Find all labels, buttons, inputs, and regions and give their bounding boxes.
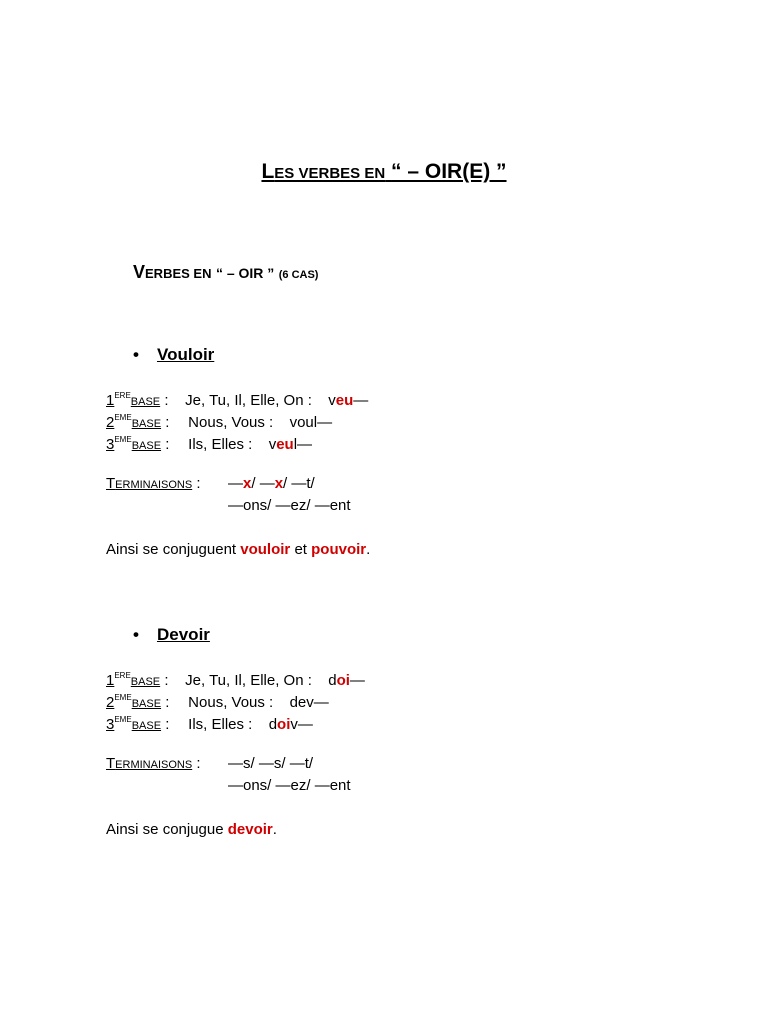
pronouns: Nous, Vous : — [188, 694, 274, 711]
verb-heading-vouloir — [133, 345, 214, 365]
title-smallcaps: ES VERBES EN — [274, 165, 386, 182]
section-smallcaps: ERBES EN — [145, 266, 212, 281]
bullet-icon: • — [133, 625, 139, 644]
summary-line: Ainsi se conjuguent vouloir et pouvoir. — [106, 541, 371, 558]
title-first-letter: L — [261, 160, 275, 183]
verb-heading-devoir — [133, 625, 210, 645]
document-title — [0, 160, 768, 184]
bullet-icon: • — [133, 345, 139, 364]
terminaisons-line-1: —x/ —x/ —t/ — [228, 475, 315, 492]
section-first-letter: V — [133, 262, 146, 282]
section-count: (6 CAS) — [278, 269, 319, 281]
pronouns: Ils, Elles : — [188, 436, 253, 453]
base-line-1: 1EREBASE : Je, Tu, Il, Elle, On : veu— — [106, 391, 369, 409]
base-line-1: 1EREBASE : Je, Tu, Il, Elle, On : doi— — [106, 671, 365, 689]
terminaisons-label: TERMINAISONS : — [106, 755, 201, 772]
pronouns: Je, Tu, Il, Elle, On : — [185, 392, 312, 409]
terminaisons-line-2: —ons/ —ez/ —ent — [228, 777, 351, 794]
verb-name: Vouloir — [157, 345, 215, 364]
title-quoted: “ – OIR(E) ” — [391, 160, 507, 183]
pronouns: Je, Tu, Il, Elle, On : — [185, 672, 312, 689]
terminaisons-line-1: —s/ —s/ —t/ — [228, 755, 314, 772]
section-heading — [133, 262, 318, 283]
base-line-3: 3EMEBASE : Ils, Elles : veul— — [106, 435, 313, 453]
base-line-2: 2EMEBASE : Nous, Vous : dev— — [106, 693, 329, 711]
pronouns: Nous, Vous : — [188, 414, 274, 431]
base-line-3: 3EMEBASE : Ils, Elles : doiv— — [106, 715, 313, 733]
terminaisons-label: TERMINAISONS : — [106, 475, 201, 492]
summary-line: Ainsi se conjugue devoir. — [106, 821, 277, 838]
section-quoted: “ – OIR ” — [215, 265, 275, 281]
verb-name: Devoir — [157, 625, 210, 644]
base-line-2: 2EMEBASE : Nous, Vous : voul— — [106, 413, 333, 431]
terminaisons-line-2: —ons/ —ez/ —ent — [228, 497, 351, 514]
pronouns: Ils, Elles : — [188, 716, 253, 733]
